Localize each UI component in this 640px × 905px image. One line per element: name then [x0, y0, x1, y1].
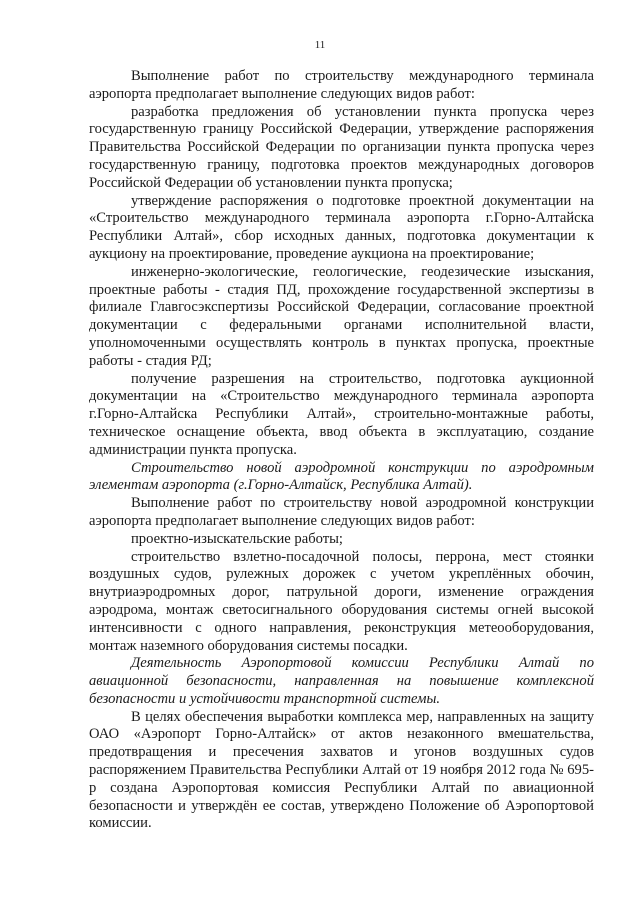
section-heading-commission: Деятельность Аэропортовой комиссии Республики Алтай по авиационной безопасности, направленная на повышение комплексной безопасности и устойчивости транспортной системы.	[89, 655, 594, 707]
paragraph-design-docs: утверждение распоряжения о подготовке проектной документации на «Строительство международного терминала аэропорта г.Горно-Алтайска Республики Алтай», сбор исходных данных, подготовка документации к аукциону на проектирование, проведение аукциона на проектирование;	[89, 192, 594, 262]
section-heading-airfield: Строительство новой аэродромной конструкции по аэродромным элементам аэропорта (г.Горно-Алтайск, Республика Алтай).	[89, 459, 594, 494]
page-number: 11	[314, 39, 326, 51]
paragraph-border-checkpoint: разработка предложения об установлении пункта пропуска через государственную границу Российской Федерации, утверждение распоряжения Правительства Российской Федерации по организации пункта пропуска через государственную границу, подготовка проектов международных договоров Российской Федерации об установлении пункта пропуска;	[89, 103, 594, 191]
paragraph-intro-terminal: Выполнение работ по строительству международного терминала аэропорта предполагает выполнение следующих видов работ:	[89, 68, 594, 102]
document-body	[89, 68, 594, 833]
paragraph-commission: В целях обеспечения выработки комплекса мер, направленных на защиту ОАО «Аэропорт Горно-Алтайск» от актов незаконного вмешательства, предотвращения и пресечения захватов и угонов воздушных судов распоряжением Правительства Республики Алтай от 19 ноября 2012 года № 695-р создана Аэропортовая комиссия Республики Алтай по авиационной безопасности и утверждён ее состав, утверждено Положение об Аэропортовой комиссии.	[89, 708, 594, 832]
paragraph-surveys: инженерно-экологические, геологические, геодезические изыскания, проектные работы - стадия ПД, прохождение государственной экспертизы в филиале Главгосэкспертизы Российской Федерации, согласование проектной документации с федеральными органами исполнительной власти, уполномоченными осуществлять контроль в пунктах пропуска, проектные работы - стадия РД;	[89, 263, 594, 369]
paragraph-runway-construction: строительство взлетно-посадочной полосы, перрона, мест стоянки воздушных судов, рулежных дорожек с учетом укреплённых обочин, внутриаэродромных дорог, патрульной дороги, изменение ограждения аэродрома, монтаж светосигнального оборудования системы огней высокой интенсивности с одного направления, реконструкция метеооборудования, монтаж наземного оборудования системы посадки.	[89, 548, 594, 654]
paragraph-intro-airfield: Выполнение работ по строительству новой аэродромной конструкции аэропорта предполагает выполнение следующих видов работ:	[89, 495, 594, 529]
paragraph-construction-permit: получение разрешения на строительство, подготовка аукционной документации на «Строительство международного терминала аэропорта г.Горно-Алтайска Республики Алтай», строительно-монтажные работы, техническое оснащение объекта, ввод объекта в эксплуатацию, создание администрации пункта пропуска.	[89, 370, 594, 458]
paragraph-survey-works: проектно-изыскательские работы;	[131, 530, 343, 547]
